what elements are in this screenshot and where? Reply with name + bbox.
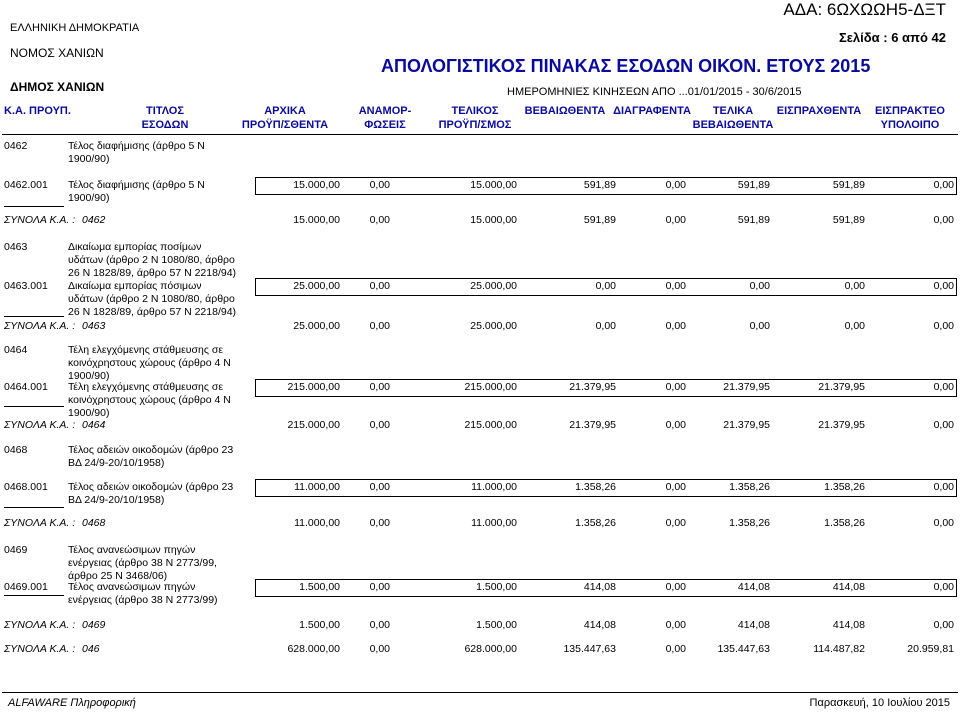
total-deleted: 0,00 — [665, 419, 686, 431]
total-final: 215.000,00 — [464, 419, 517, 431]
col-header-amendments: ΑΝΑΜΟΡ- ΦΩΣΕΙΣ — [358, 105, 412, 131]
cell-collected: 21.379,95 — [818, 381, 865, 393]
cell-initial: 15.000,00 — [293, 179, 340, 191]
total-deleted: 0,00 — [665, 214, 686, 226]
total-confirmed: 0,00 — [595, 320, 616, 332]
footer-date: Παρασκευή, 10 Ιουλίου 2015 — [809, 697, 950, 709]
group-code: 0463 — [4, 241, 28, 253]
row-underline — [4, 507, 64, 508]
total-final-confirmed: 1.358,26 — [729, 517, 770, 529]
total-final: 1.500,00 — [476, 619, 517, 631]
row-description: Δικαίωμα εμπορίας πόσιμων υδάτων (άρθρο 2 Ν 1080/80, άρθρο 26 Ν 1828/89, άρθρο 57 Ν 2218/94) — [68, 280, 237, 318]
cell-initial: 1.500,00 — [299, 581, 340, 593]
total-initial: 25.000,00 — [293, 320, 340, 332]
total-deleted: 0,00 — [665, 517, 686, 529]
total-final: 628.000,00 — [464, 643, 517, 655]
cell-collected: 414,08 — [832, 581, 865, 593]
cell-amend: 0,00 — [369, 381, 390, 393]
row-code: 0468.001 — [4, 481, 48, 493]
col-header-initial-budget: ΑΡΧΙΚΑ ΠΡΟΫΠ/ΣΘΕΝΤΑ — [241, 105, 329, 131]
total-initial: 1.500,00 — [299, 619, 340, 631]
row-code: 0469.001 — [4, 581, 48, 593]
movement-dates: ΗΜΕΡΟΜΗΝΙΕΣ ΚΙΝΗΣΕΩΝ ΑΠΟ ...01/01/2015 - 30/6/2015 — [507, 86, 802, 98]
footer-divider — [2, 692, 958, 693]
cell-initial: 11.000,00 — [294, 481, 340, 493]
total-initial: 15.000,00 — [293, 214, 340, 226]
ada-code: ΑΔΑ: 6ΩΧΩΩΗ5-ΔΞΤ — [783, 0, 946, 19]
cell-confirmed: 0,00 — [595, 280, 616, 292]
total-initial: 215.000,00 — [287, 419, 340, 431]
cell-amend: 0,00 — [369, 280, 390, 292]
group-code: 0468 — [4, 444, 28, 456]
header-divider — [2, 134, 958, 135]
total-collected: 591,89 — [832, 214, 865, 226]
total-code: 0463 — [82, 320, 106, 332]
total-code: 0469 — [82, 619, 106, 631]
cell-collected: 0,00 — [844, 280, 865, 292]
total-amend: 0,00 — [369, 619, 390, 631]
cell-final: 215.000,00 — [464, 381, 517, 393]
total-amend: 0,00 — [369, 643, 390, 655]
cell-deleted: 0,00 — [665, 179, 686, 191]
row-description: Τέλος αδειών οικοδομών (άρθρο 23 ΒΔ 24/9-20/10/1958) — [68, 481, 234, 506]
col-header-code: Κ.Α. ΠΡΟΥΠ. — [4, 105, 71, 117]
footer-vendor: ALFAWARE Πληροφορική — [8, 697, 136, 709]
prefecture-label: ΝΟΜΟΣ ΧΑΝΙΩΝ — [10, 46, 104, 60]
total-final: 15.000,00 — [470, 214, 517, 226]
cell-final: 11.000,00 — [471, 481, 517, 493]
cell-final-confirmed: 21.379,95 — [723, 381, 770, 393]
total-amend: 0,00 — [369, 214, 390, 226]
cell-remaining: 0,00 — [933, 481, 954, 493]
total-amend: 0,00 — [369, 419, 390, 431]
col-header-title: ΤΙΤΛΟΣ ΕΣΟΔΩΝ — [141, 105, 189, 131]
row-code: 0463.001 — [4, 280, 48, 292]
cell-amend: 0,00 — [369, 481, 390, 493]
total-final-confirmed: 135.447,63 — [717, 643, 770, 655]
cell-deleted: 0,00 — [665, 581, 686, 593]
cell-final-confirmed: 414,08 — [737, 581, 770, 593]
cell-remaining: 0,00 — [933, 581, 954, 593]
total-label: ΣΥΝΟΛΑ Κ.Α. : — [4, 419, 76, 431]
cell-amend: 0,00 — [369, 179, 390, 191]
total-remaining: 0,00 — [933, 419, 954, 431]
total-label: ΣΥΝΟΛΑ Κ.Α. : — [4, 320, 76, 332]
col-header-collected: ΕΙΣΠΡΑΧΘΕΝΤΑ — [776, 105, 862, 117]
cell-deleted: 0,00 — [665, 381, 686, 393]
total-code: 0468 — [82, 517, 106, 529]
total-confirmed: 591,89 — [583, 214, 616, 226]
group-description: Τέλος διαφήμισης (άρθρο 5 Ν 1900/90) — [68, 140, 205, 165]
total-deleted: 0,00 — [665, 320, 686, 332]
cell-amend: 0,00 — [369, 581, 390, 593]
row-code: 0464.001 — [4, 381, 48, 393]
total-deleted: 0,00 — [665, 619, 686, 631]
total-label: ΣΥΝΟΛΑ Κ.Α. : — [4, 214, 76, 226]
cell-collected: 1.358,26 — [824, 481, 865, 493]
total-label: ΣΥΝΟΛΑ Κ.Α. : — [4, 643, 76, 655]
row-description: Τέλη ελεγχόμενης στάθμευσης σε κοινόχρηστους χώρους (άρθρο 4 Ν 1900/90) — [68, 381, 231, 419]
total-collected: 0,00 — [844, 320, 865, 332]
total-deleted: 0,00 — [665, 643, 686, 655]
group-description: Τέλος αδειών οικοδομών (άρθρο 23 ΒΔ 24/9-20/10/1958) — [68, 444, 234, 469]
row-underline — [4, 206, 64, 207]
cell-confirmed: 1.358,26 — [575, 481, 616, 493]
total-confirmed: 21.379,95 — [569, 419, 616, 431]
group-code: 0469 — [4, 544, 28, 556]
total-label: ΣΥΝΟΛΑ Κ.Α. : — [4, 517, 76, 529]
group-description: Τέλος ανανεώσιμων πηγών ενέργειας (άρθρο 38 Ν 2773/99, άρθρο 25 Ν 3468/06) — [68, 544, 217, 582]
total-collected: 1.358,26 — [824, 517, 865, 529]
total-collected: 414,08 — [832, 619, 865, 631]
cell-remaining: 0,00 — [933, 280, 954, 292]
total-final-confirmed: 21.379,95 — [723, 419, 770, 431]
page-number: Σελίδα : 6 από 42 — [838, 30, 946, 45]
row-underline — [4, 595, 64, 596]
total-confirmed: 414,08 — [583, 619, 616, 631]
total-final-confirmed: 591,89 — [737, 214, 770, 226]
row-code: 0462.001 — [4, 179, 48, 191]
cell-deleted: 0,00 — [665, 280, 686, 292]
total-code: 046 — [82, 643, 100, 655]
col-header-remaining: ΕΙΣΠΡΑΚΤΕΟ ΥΠΟΛΟΙΠΟ — [875, 105, 945, 131]
cell-final: 25.000,00 — [470, 280, 517, 292]
col-header-confirmed: ΒΕΒΑΙΩΘΕΝΤΑ — [524, 105, 606, 117]
row-description: Τέλος διαφήμισης (άρθρο 5 Ν 1900/90) — [68, 179, 205, 204]
total-confirmed: 135.447,63 — [563, 643, 616, 655]
cell-initial: 215.000,00 — [287, 381, 340, 393]
cell-initial: 25.000,00 — [293, 280, 340, 292]
total-final-confirmed: 0,00 — [749, 320, 770, 332]
cell-final-confirmed: 1.358,26 — [729, 481, 770, 493]
total-remaining: 0,00 — [933, 517, 954, 529]
total-code: 0462 — [82, 214, 106, 226]
total-final: 11.000,00 — [471, 517, 517, 529]
group-description: Τέλη ελεγχόμενης στάθμευσης σε κοινόχρηστους χώρους (άρθρο 4 Ν 1900/90) — [68, 344, 231, 382]
col-header-final-budget: ΤΕΛΙΚΟΣ ΠΡΟΫΠ/ΣΜΟΣ — [438, 105, 512, 131]
total-remaining: 0,00 — [933, 619, 954, 631]
total-label: ΣΥΝΟΛΑ Κ.Α. : — [4, 619, 76, 631]
total-code: 0464 — [82, 419, 106, 431]
total-final-confirmed: 414,08 — [737, 619, 770, 631]
cell-confirmed: 414,08 — [583, 581, 616, 593]
total-remaining: 0,00 — [933, 320, 954, 332]
group-description: Δικαίωμα εμπορίας ποσίμων υδάτων (άρθρο 2 Ν 1080/80, άρθρο 26 Ν 1828/89, άρθρο 57 Ν 2218/94) — [68, 241, 237, 279]
cell-final-confirmed: 591,89 — [737, 179, 770, 191]
total-confirmed: 1.358,26 — [575, 517, 616, 529]
col-header-deletions: ΔΙΑΓΡΑΦΕΝΤΑ — [613, 105, 691, 117]
col-header-final-confirmed: ΤΕΛΙΚΑ ΒΕΒΑΙΩΘΕΝΤΑ — [692, 105, 774, 131]
country-label: ΕΛΛΗΝΙΚΗ ΔΗΜΟΚΡΑΤΙΑ — [10, 22, 140, 34]
cell-final: 15.000,00 — [470, 179, 517, 191]
row-description: Τέλος ανανεώσιμων πηγών ενέργειας (άρθρο 38 Ν 2773/99) — [68, 581, 218, 606]
total-initial: 11.000,00 — [294, 517, 340, 529]
group-code: 0464 — [4, 344, 28, 356]
cell-remaining: 0,00 — [933, 381, 954, 393]
total-collected: 114.487,82 — [813, 643, 865, 655]
row-underline — [4, 406, 64, 407]
cell-collected: 591,89 — [832, 179, 865, 191]
group-code: 0462 — [4, 140, 28, 152]
total-amend: 0,00 — [369, 517, 390, 529]
cell-deleted: 0,00 — [665, 481, 686, 493]
cell-final-confirmed: 0,00 — [749, 280, 770, 292]
total-initial: 628.000,00 — [287, 643, 340, 655]
total-remaining: 20.959,81 — [907, 643, 954, 655]
municipality-label: ΔΗΜΟΣ ΧΑΝΙΩΝ — [10, 80, 105, 94]
total-amend: 0,00 — [369, 320, 390, 332]
total-remaining: 0,00 — [933, 214, 954, 226]
row-underline — [4, 316, 64, 317]
total-final: 25.000,00 — [470, 320, 517, 332]
cell-final: 1.500,00 — [476, 581, 517, 593]
cell-confirmed: 21.379,95 — [569, 381, 616, 393]
cell-remaining: 0,00 — [933, 179, 954, 191]
report-title: ΑΠΟΛΟΓΙΣΤΙΚΟΣ ΠΙΝΑΚΑΣ ΕΣΟΔΩΝ ΟΙΚΟΝ. ΕΤΟΥΣ 2015 — [381, 56, 871, 76]
total-collected: 21.379,95 — [818, 419, 865, 431]
cell-confirmed: 591,89 — [583, 179, 616, 191]
